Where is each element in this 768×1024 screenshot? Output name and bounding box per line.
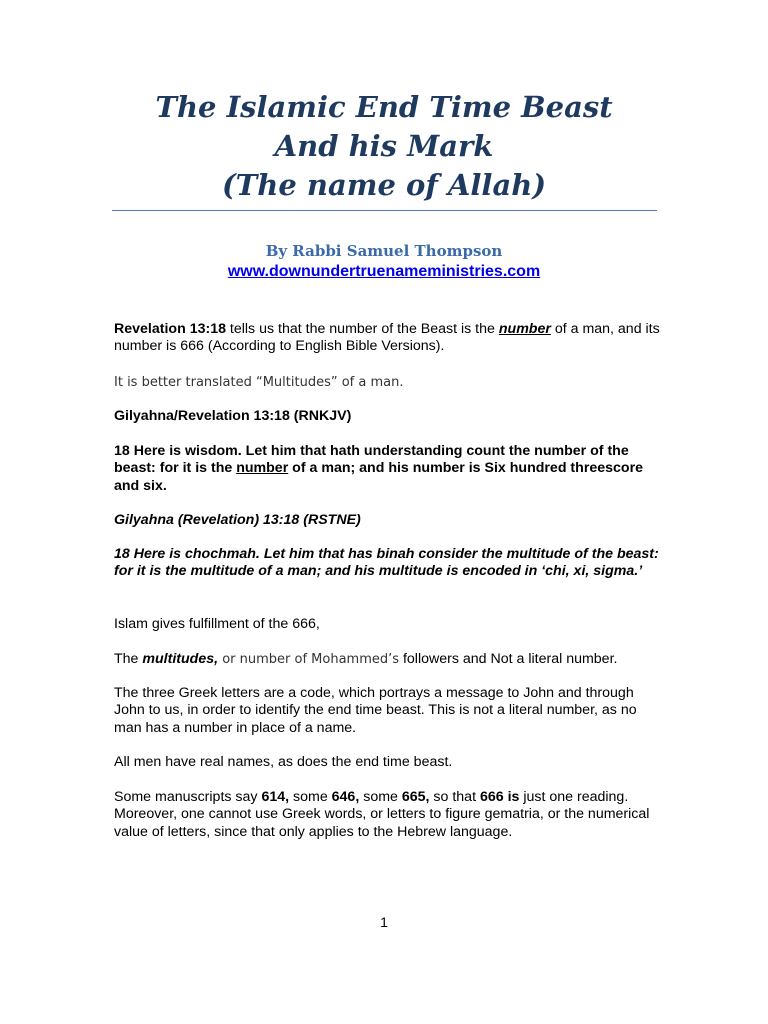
paragraph-greek-letters: The three Greek letters are a code, which portrays a message to John and through John to us, in order to identify the end time beast. This is not a literal number, as no man has a number in place of a name. — [114, 685, 637, 736]
title-line-2: And his Mark — [274, 129, 494, 163]
paragraph-real-names: All men have real names, as does the end time beast. — [114, 754, 453, 770]
verse-reference: Revelation 13:18 — [114, 321, 226, 337]
paragraph-text: just one reading. Moreover, one cannot use Greek words, or letters to figure gematria, or the numerical value of letters, since that only applies to the Hebrew language. — [114, 789, 650, 840]
document-title — [110, 88, 658, 205]
emphasized-word: multitudes, — [142, 651, 219, 667]
paragraph-text: tells us that the number of the Beast is the — [225, 321, 499, 337]
paragraph-translation-note: It is better translated “Multitudes” of a man. — [114, 375, 404, 390]
paragraph-islam-fulfillment: Islam gives fulfillment of the 666, — [114, 616, 320, 632]
paragraph-text: The — [114, 651, 143, 667]
paragraph-revelation-intro — [114, 321, 662, 356]
paragraph-text: followers and Not a literal number. — [399, 651, 618, 667]
number-value: 666 is — [479, 789, 520, 805]
title-line-3: (The name of Allah) — [221, 168, 547, 202]
author-byline: By Rabbi Samuel Thompson — [265, 242, 503, 260]
paragraph-text: Some manuscripts say — [114, 789, 262, 805]
number-value: 665, — [401, 789, 430, 805]
paragraph-text: some — [289, 789, 332, 805]
title-divider — [112, 210, 657, 211]
verse-quote-rstne: 18 Here is chochmah. Let him that has binah consider the multitude of the beast: for it is the multitude of a man; and his multitude is encoded in ‘chi, xi, sigma.’ — [114, 546, 659, 580]
number-value: 614, — [261, 789, 290, 805]
emphasized-word: number — [498, 321, 551, 337]
paragraph-multitudes — [114, 651, 662, 668]
verse-text: of a man; and his number is Six hundred threescore and six. — [114, 460, 643, 494]
website-link[interactable]: www.downundertruenameministries.com — [227, 263, 541, 280]
paragraph-text: some — [359, 789, 402, 805]
page-number: 1 — [380, 914, 388, 930]
title-line-1: The Islamic End Time Beast — [155, 90, 613, 124]
verse-heading-rnkjv: Gilyahna/Revelation 13:18 (RNKJV) — [114, 408, 352, 424]
paragraph-text: of a man, and its number is 666 (According to English Bible Versions). — [114, 321, 660, 355]
verse-quote-rnkjv — [114, 443, 662, 495]
verse-heading-rstne: Gilyahna (Revelation) 13:18 (RSTNE) — [114, 512, 361, 528]
verse-text: 18 Here is wisdom. Let him that hath understanding count the number of the beast: for it is the — [114, 443, 629, 477]
emphasized-word: number — [236, 460, 289, 477]
number-value: 646, — [331, 789, 360, 805]
paragraph-text: so that — [429, 789, 480, 805]
paragraph-text-light: or number of Mohammed’s — [218, 652, 400, 667]
paragraph-manuscripts — [114, 789, 662, 841]
